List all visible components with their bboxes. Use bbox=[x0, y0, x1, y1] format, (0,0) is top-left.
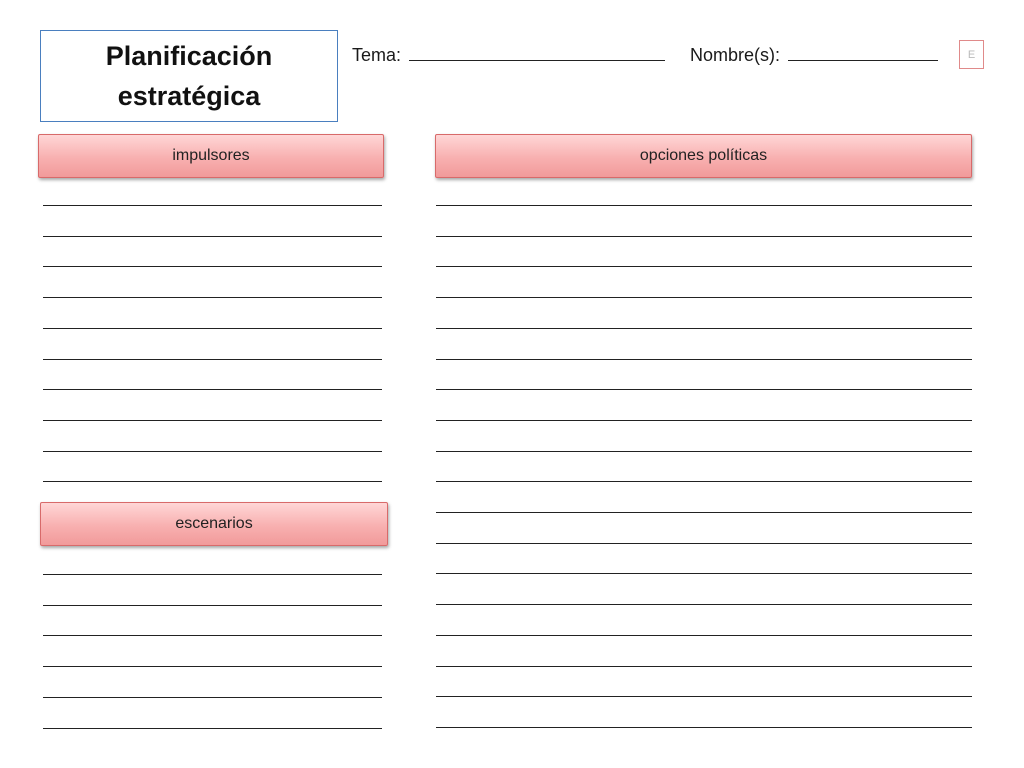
policy-options-writing-line[interactable] bbox=[436, 573, 972, 574]
title-line-2: estratégica bbox=[117, 81, 261, 111]
drivers-writing-line[interactable] bbox=[43, 389, 382, 390]
policy-options-writing-line[interactable] bbox=[436, 543, 972, 544]
drivers-writing-line[interactable] bbox=[43, 359, 382, 360]
section-header-policy-options: opciones políticas bbox=[435, 134, 972, 178]
drivers-writing-line[interactable] bbox=[43, 236, 382, 237]
scenarios-writing-line[interactable] bbox=[43, 728, 382, 729]
policy-options-writing-line[interactable] bbox=[436, 297, 972, 298]
policy-options-writing-line[interactable] bbox=[436, 727, 972, 728]
scenarios-writing-line[interactable] bbox=[43, 697, 382, 698]
names-label: Nombre(s): bbox=[690, 45, 781, 65]
drivers-writing-line[interactable] bbox=[43, 451, 382, 452]
topic-field[interactable] bbox=[352, 42, 665, 66]
policy-options-writing-line[interactable] bbox=[436, 205, 972, 206]
policy-options-writing-line[interactable] bbox=[436, 389, 972, 390]
names-blank[interactable] bbox=[788, 42, 938, 61]
drivers-writing-line[interactable] bbox=[43, 205, 382, 206]
title-line-1: Planificación bbox=[105, 41, 273, 71]
policy-options-writing-line[interactable] bbox=[436, 359, 972, 360]
drivers-writing-line[interactable] bbox=[43, 297, 382, 298]
topic-blank[interactable] bbox=[409, 42, 665, 61]
policy-options-writing-line[interactable] bbox=[436, 481, 972, 482]
policy-options-writing-line[interactable] bbox=[436, 266, 972, 267]
scenarios-writing-line[interactable] bbox=[43, 635, 382, 636]
section-header-scenarios: escenarios bbox=[40, 502, 388, 546]
drivers-writing-line[interactable] bbox=[43, 266, 382, 267]
policy-options-writing-line[interactable] bbox=[436, 512, 972, 513]
scenarios-writing-line[interactable] bbox=[43, 666, 382, 667]
topic-label: Tema: bbox=[352, 45, 402, 65]
badge: E bbox=[959, 40, 984, 69]
policy-options-writing-line[interactable] bbox=[436, 451, 972, 452]
scenarios-writing-line[interactable] bbox=[43, 605, 382, 606]
drivers-writing-line[interactable] bbox=[43, 420, 382, 421]
policy-options-writing-line[interactable] bbox=[436, 635, 972, 636]
policy-options-writing-line[interactable] bbox=[436, 604, 972, 605]
policy-options-writing-line[interactable] bbox=[436, 236, 972, 237]
drivers-writing-line[interactable] bbox=[43, 328, 382, 329]
drivers-writing-line[interactable] bbox=[43, 481, 382, 482]
policy-options-writing-line[interactable] bbox=[436, 696, 972, 697]
policy-options-writing-line[interactable] bbox=[436, 420, 972, 421]
names-field[interactable] bbox=[690, 42, 938, 66]
section-header-drivers: impulsores bbox=[38, 134, 384, 178]
policy-options-writing-line[interactable] bbox=[436, 328, 972, 329]
title-box bbox=[40, 30, 338, 122]
policy-options-writing-line[interactable] bbox=[436, 666, 972, 667]
scenarios-writing-line[interactable] bbox=[43, 574, 382, 575]
